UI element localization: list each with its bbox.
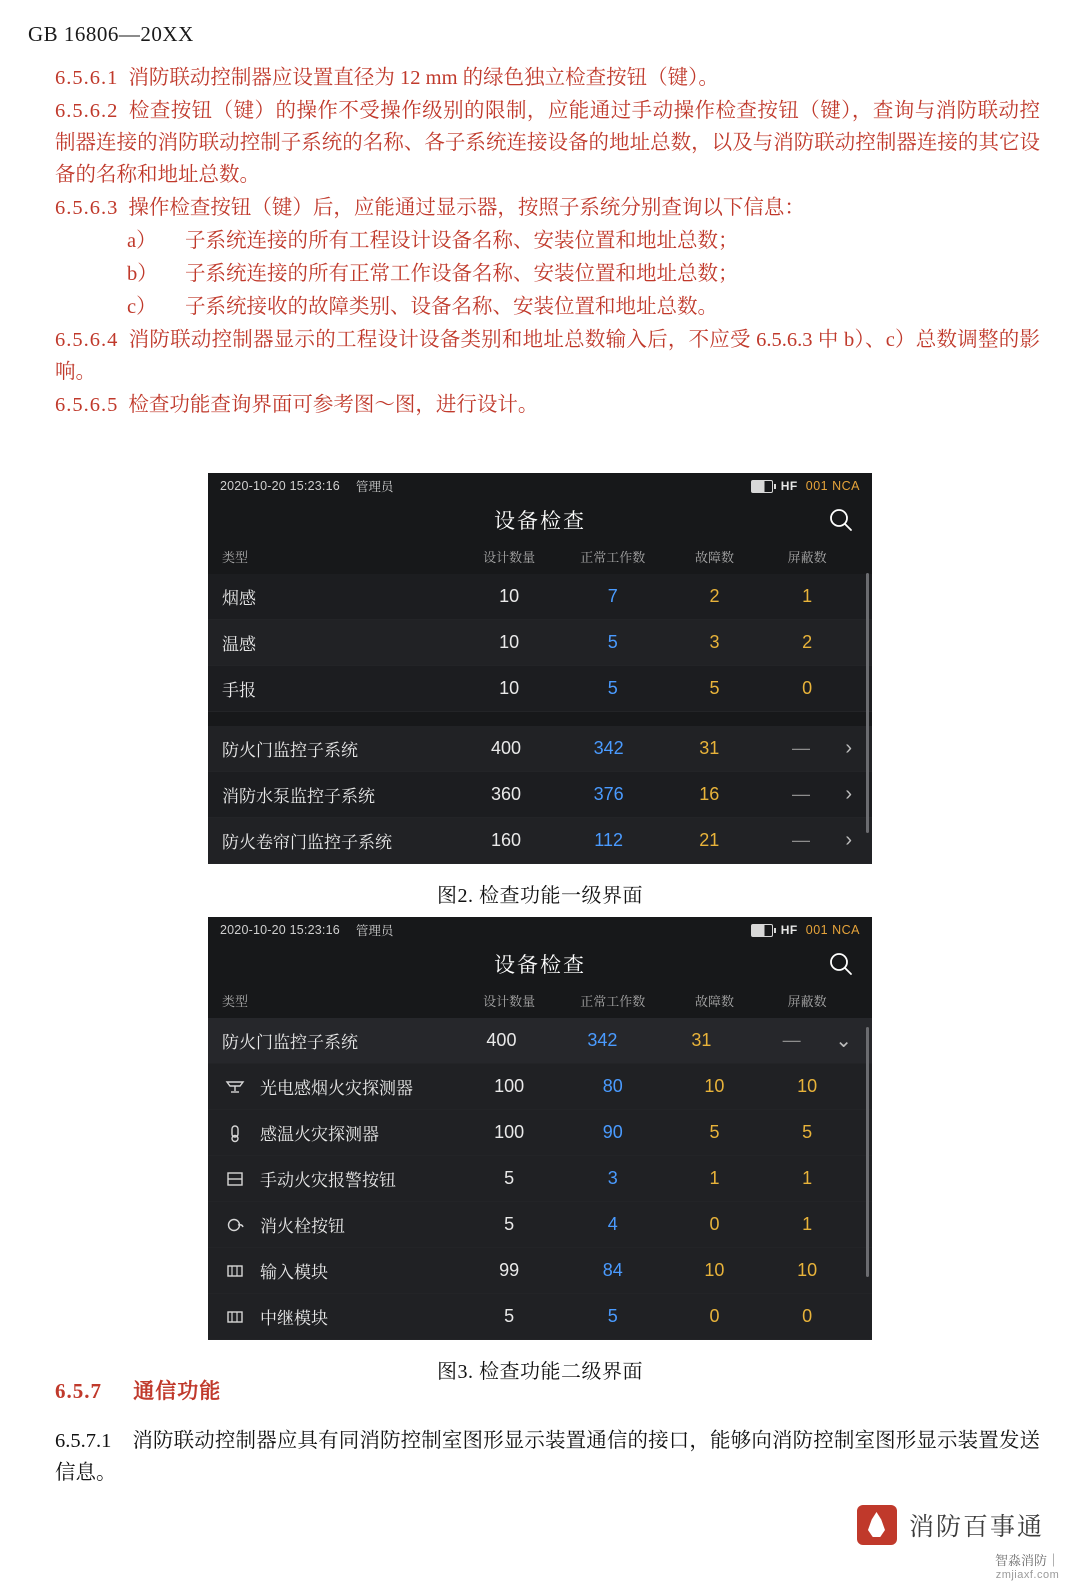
row-fault-count: 0 <box>709 1214 720 1234</box>
status-hf: HF <box>780 479 798 493</box>
clause-list-item <box>127 225 1040 257</box>
table-row[interactable] <box>208 1110 872 1156</box>
row-design-count: 5 <box>504 1168 515 1188</box>
status-user: 管理员 <box>355 480 394 494</box>
row-type: 消防水泵监控子系统 <box>222 787 375 806</box>
table-header <box>208 985 872 1018</box>
table-row[interactable] <box>208 620 872 666</box>
heat-detector-icon <box>222 1120 248 1146</box>
row-type: 烟感 <box>222 589 256 608</box>
row-type: 光电感烟火灾探测器 <box>260 1079 413 1098</box>
table-row[interactable] <box>208 1294 872 1340</box>
column-shield-count: 屏蔽数 <box>787 550 827 565</box>
screen-title-bar <box>208 499 872 541</box>
row-type: 防火门监控子系统 <box>222 741 358 760</box>
status-datetime: 2020-10-20 15:23:16 <box>220 479 340 493</box>
row-normal-count: 376 <box>593 784 624 804</box>
row-shield-count: 1 <box>802 586 813 606</box>
clause-body: 检查功能查询界面可参考图～图，进行设计。 <box>128 394 539 416</box>
row-design-count: 99 <box>499 1260 520 1280</box>
column-fault-count: 故障数 <box>694 994 734 1009</box>
row-design-count: 5 <box>504 1306 515 1326</box>
manual-call-point-icon <box>222 1166 248 1192</box>
row-shield-count: 0 <box>802 678 813 698</box>
list-marker: c） <box>127 296 157 318</box>
row-type: 中继模块 <box>260 1309 328 1328</box>
row-fault-count: 2 <box>709 586 720 606</box>
clause-body: 消防联动控制器显示的工程设计设备类别和地址总数输入后，不应受 6.5.6.3 中 b）、c）总数调整的影响。 <box>55 329 1040 383</box>
row-shield-count: — <box>791 738 810 758</box>
clause-paragraph <box>55 95 1040 191</box>
hydrant-button-icon <box>222 1212 248 1238</box>
figure-caption: 图3. 检查功能二级界面 <box>437 1361 643 1383</box>
table-row[interactable] <box>208 574 872 620</box>
row-normal-count: 342 <box>593 738 624 758</box>
row-type: 手动火灾报警按钮 <box>260 1171 396 1190</box>
row-fault-count: 21 <box>699 830 720 850</box>
row-normal-count: 5 <box>607 1306 618 1326</box>
row-normal-count: 5 <box>607 678 618 698</box>
row-type: 防火卷帘门监控子系统 <box>222 833 392 852</box>
section-number: 6.5.7 <box>55 1379 102 1403</box>
chevron-right-icon[interactable]: › <box>845 829 852 851</box>
row-shield-count: 0 <box>802 1306 813 1326</box>
clause-paragraph <box>55 62 1040 94</box>
column-shield-count: 屏蔽数 <box>787 994 827 1009</box>
scrollbar[interactable] <box>866 1027 869 1277</box>
clause-paragraph <box>55 324 1040 388</box>
row-type: 手报 <box>222 681 256 700</box>
column-design-count: 设计数量 <box>483 994 536 1009</box>
figure-2 <box>0 917 1080 1384</box>
status-bar <box>208 473 872 499</box>
clause-number: 6.5.6.2 <box>55 100 119 122</box>
input-module-icon <box>222 1258 248 1284</box>
row-fault-count: 5 <box>709 1122 720 1142</box>
row-fault-count: 1 <box>709 1168 720 1188</box>
row-design-count: 360 <box>491 784 522 804</box>
battery-icon <box>751 924 773 937</box>
clause-number: 6.5.7.1 <box>55 1430 112 1452</box>
row-shield-count: 5 <box>802 1122 813 1142</box>
search-icon[interactable] <box>826 949 856 979</box>
watermark-site-url: zmjiaxf.com <box>995 1569 1060 1581</box>
row-fault-count: 31 <box>699 738 720 758</box>
battery-icon <box>751 480 773 493</box>
scrollbar[interactable] <box>866 573 869 833</box>
row-design-count: 10 <box>499 632 520 652</box>
watermark-brand-text: 消防百事通 <box>908 1513 1044 1541</box>
clause-paragraph <box>55 192 1040 224</box>
row-design-count: 100 <box>494 1122 525 1142</box>
status-user: 管理员 <box>355 924 394 938</box>
row-type: 防火门监控子系统 <box>222 1033 358 1052</box>
row-design-count: 10 <box>499 678 520 698</box>
row-design-count: 100 <box>494 1076 525 1096</box>
column-normal-count: 正常工作数 <box>580 550 646 565</box>
clause-text-block <box>55 62 1040 422</box>
chevron-right-icon[interactable]: › <box>845 737 852 759</box>
row-shield-count: — <box>782 1030 801 1050</box>
status-datetime: 2020-10-20 15:23:16 <box>220 923 340 937</box>
device-check-screen-level2 <box>208 917 872 1340</box>
row-design-count: 400 <box>486 1030 517 1050</box>
list-text: 子系统连接的所有工程设计设备名称、安装位置和地址总数； <box>185 230 739 252</box>
section-title: 通信功能 <box>133 1379 222 1403</box>
clause-paragraph <box>55 1425 1040 1489</box>
table-row[interactable] <box>208 772 872 818</box>
clause-number: 6.5.6.3 <box>55 197 119 219</box>
clause-body: 操作检查按钮（键）后，应能通过显示器，按照子系统分别查询以下信息： <box>128 197 805 219</box>
relay-module-icon <box>222 1304 248 1330</box>
watermark-site <box>995 1550 1060 1581</box>
row-shield-count: — <box>791 830 810 850</box>
row-shield-count: 1 <box>802 1214 813 1234</box>
table-header <box>208 541 872 574</box>
table-row[interactable] <box>208 1248 872 1294</box>
column-type: 类型 <box>222 550 249 565</box>
clause-number: 6.5.6.4 <box>55 329 119 351</box>
row-design-count: 5 <box>504 1214 515 1234</box>
chevron-down-icon[interactable]: ⌄ <box>835 1030 853 1052</box>
row-normal-count: 5 <box>607 632 618 652</box>
row-fault-count: 0 <box>709 1306 720 1326</box>
column-type: 类型 <box>222 994 249 1009</box>
row-normal-count: 112 <box>594 830 623 850</box>
row-type: 感温火灾探测器 <box>260 1125 379 1144</box>
clause-body: 消防联动控制器应设置直径为 12 mm 的绿色独立检查按钮（键）。 <box>128 67 719 89</box>
row-fault-count: 16 <box>699 784 720 804</box>
table-row[interactable] <box>208 1064 872 1110</box>
figure-1 <box>0 473 1080 908</box>
clause-number: 6.5.6.1 <box>55 67 119 89</box>
clause-body: 消防联动控制器应具有同消防控制室图形显示装置通信的接口，能够向消防控制室图形显示装置发送信息。 <box>55 1430 1041 1484</box>
table-row[interactable] <box>208 666 872 712</box>
table-row[interactable] <box>208 1156 872 1202</box>
table-row[interactable] <box>208 818 872 864</box>
row-separator <box>208 712 872 726</box>
row-normal-count: 342 <box>587 1030 618 1050</box>
standard-code: GB 16806—20XX <box>28 22 194 46</box>
column-fault-count: 故障数 <box>694 550 734 565</box>
status-address: 001 NCA <box>805 923 860 937</box>
list-marker: b） <box>127 263 158 285</box>
row-design-count: 160 <box>491 830 522 850</box>
column-design-count: 设计数量 <box>483 550 536 565</box>
row-type: 消火栓按钮 <box>260 1217 345 1236</box>
row-shield-count: — <box>791 784 810 804</box>
status-hf: HF <box>780 923 798 937</box>
row-shield-count: 2 <box>802 632 813 652</box>
row-normal-count: 7 <box>607 586 618 606</box>
row-normal-count: 3 <box>607 1168 618 1188</box>
row-shield-count: 10 <box>797 1076 818 1096</box>
row-shield-count: 10 <box>797 1260 818 1280</box>
row-shield-count: 1 <box>802 1168 813 1188</box>
row-type: 温感 <box>222 635 256 654</box>
status-address: 001 NCA <box>805 479 860 493</box>
clause-list-item <box>127 291 1040 323</box>
flame-logo-icon <box>857 1505 897 1545</box>
clause-paragraph <box>55 389 1040 421</box>
row-fault-count: 5 <box>709 678 720 698</box>
column-normal-count: 正常工作数 <box>580 994 646 1009</box>
row-normal-count: 90 <box>602 1122 623 1142</box>
table-row[interactable] <box>208 726 872 772</box>
clause-body: 检查按钮（键）的操作不受操作级别的限制，应能通过手动操作检查按钮（键），查询与消防联动控制器连接的消防联动控制子系统的名称、各子系统连接设备的地址总数，以及与消防联动控制器连接的其它设备的名称和地址总数。 <box>55 100 1040 186</box>
list-text: 子系统连接的所有正常工作设备名称、安装位置和地址总数； <box>185 263 739 285</box>
figure-caption: 图2. 检查功能一级界面 <box>437 885 643 907</box>
list-marker: a） <box>127 230 157 252</box>
row-normal-count: 4 <box>607 1214 618 1234</box>
row-type: 输入模块 <box>260 1263 328 1282</box>
device-check-screen-level1 <box>208 473 872 864</box>
status-bar <box>208 917 872 943</box>
search-icon[interactable] <box>826 505 856 535</box>
row-fault-count: 3 <box>709 632 720 652</box>
watermark-brand <box>857 1505 1044 1545</box>
section-heading <box>55 1375 221 1405</box>
clause-number: 6.5.6.5 <box>55 394 119 416</box>
row-fault-count: 31 <box>691 1030 712 1050</box>
screen-title: 设备检查 <box>494 510 586 533</box>
list-text: 子系统接收的故障类别、设备名称、安装位置和地址总数。 <box>185 296 718 318</box>
row-fault-count: 10 <box>704 1076 725 1096</box>
screen-title-bar <box>208 943 872 985</box>
screen-title: 设备检查 <box>494 954 586 977</box>
table-row[interactable] <box>208 1202 872 1248</box>
row-design-count: 10 <box>499 586 520 606</box>
row-design-count: 400 <box>491 738 522 758</box>
chevron-right-icon[interactable]: › <box>845 783 852 805</box>
row-fault-count: 10 <box>704 1260 725 1280</box>
row-normal-count: 84 <box>602 1260 623 1280</box>
row-normal-count: 80 <box>602 1076 623 1096</box>
smoke-detector-icon <box>222 1074 248 1100</box>
table-row-parent[interactable] <box>208 1018 872 1064</box>
clause-list-item <box>127 258 1040 290</box>
watermark-site-name: 智淼消防｜ <box>994 1553 1060 1568</box>
